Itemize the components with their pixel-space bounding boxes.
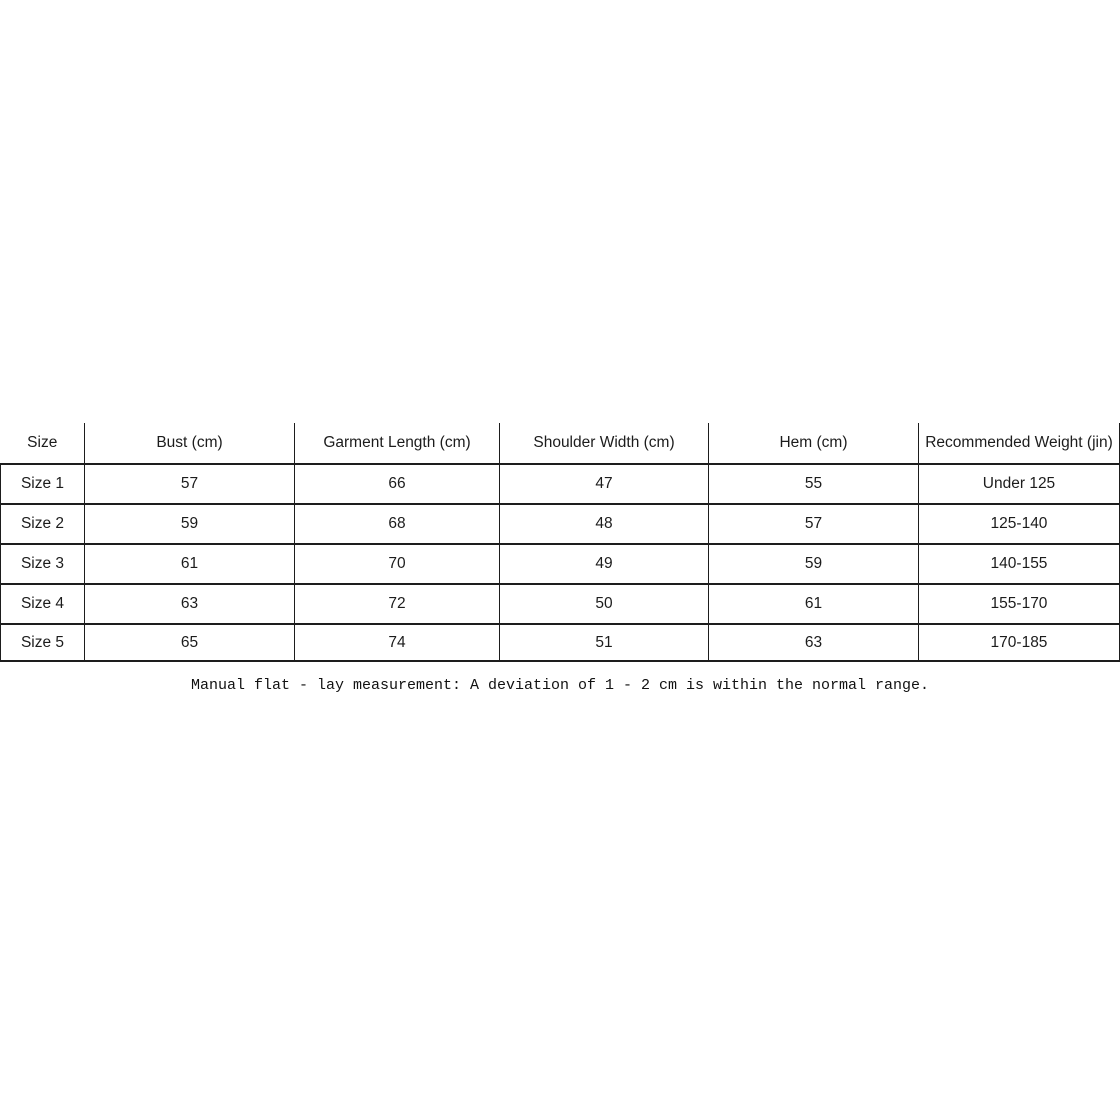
cell-garment-length: 72 — [295, 584, 500, 624]
cell-size-label: Size 1 — [1, 464, 85, 504]
cell-bust: 57 — [85, 464, 295, 504]
table-row-size-1 — [1, 464, 1120, 504]
cell-recommended-weight: Under 125 — [919, 464, 1120, 504]
cell-garment-length: 66 — [295, 464, 500, 504]
cell-garment-length: 74 — [295, 624, 500, 661]
cell-shoulder-width: 49 — [500, 544, 709, 584]
cell-shoulder-width: 48 — [500, 504, 709, 544]
cell-hem: 57 — [709, 504, 919, 544]
cell-bust: 65 — [85, 624, 295, 661]
table-row-size-3 — [1, 544, 1120, 584]
cell-shoulder-width: 47 — [500, 464, 709, 504]
cell-size-label: Size 3 — [1, 544, 85, 584]
cell-recommended-weight: 170-185 — [919, 624, 1120, 661]
cell-garment-length: 70 — [295, 544, 500, 584]
column-header-garment-length: Garment Length (cm) — [295, 423, 500, 464]
cell-size-label: Size 5 — [1, 624, 85, 661]
cell-recommended-weight: 125-140 — [919, 504, 1120, 544]
column-header-bust: Bust (cm) — [85, 423, 295, 464]
column-header-size: Size — [1, 423, 85, 464]
cell-hem: 59 — [709, 544, 919, 584]
cell-hem: 63 — [709, 624, 919, 661]
cell-bust: 63 — [85, 584, 295, 624]
measurement-note: Manual flat - lay measurement: A deviation of 1 - 2 cm is within the normal range. — [190, 677, 930, 694]
column-header-recommended-weight: Recommended Weight (jin) — [919, 423, 1120, 464]
cell-bust: 59 — [85, 504, 295, 544]
table-row-size-4 — [1, 584, 1120, 624]
cell-hem: 61 — [709, 584, 919, 624]
column-header-shoulder-width: Shoulder Width (cm) — [500, 423, 709, 464]
table-row-size-5 — [1, 624, 1120, 661]
header-row — [1, 423, 1120, 464]
cell-bust: 61 — [85, 544, 295, 584]
table-row-size-2 — [1, 504, 1120, 544]
cell-hem: 55 — [709, 464, 919, 504]
cell-shoulder-width: 51 — [500, 624, 709, 661]
cell-shoulder-width: 50 — [500, 584, 709, 624]
cell-size-label: Size 4 — [1, 584, 85, 624]
cell-recommended-weight: 155-170 — [919, 584, 1120, 624]
column-header-hem: Hem (cm) — [709, 423, 919, 464]
cell-recommended-weight: 140-155 — [919, 544, 1120, 584]
cell-garment-length: 68 — [295, 504, 500, 544]
size-chart-table — [0, 423, 1120, 662]
cell-size-label: Size 2 — [1, 504, 85, 544]
